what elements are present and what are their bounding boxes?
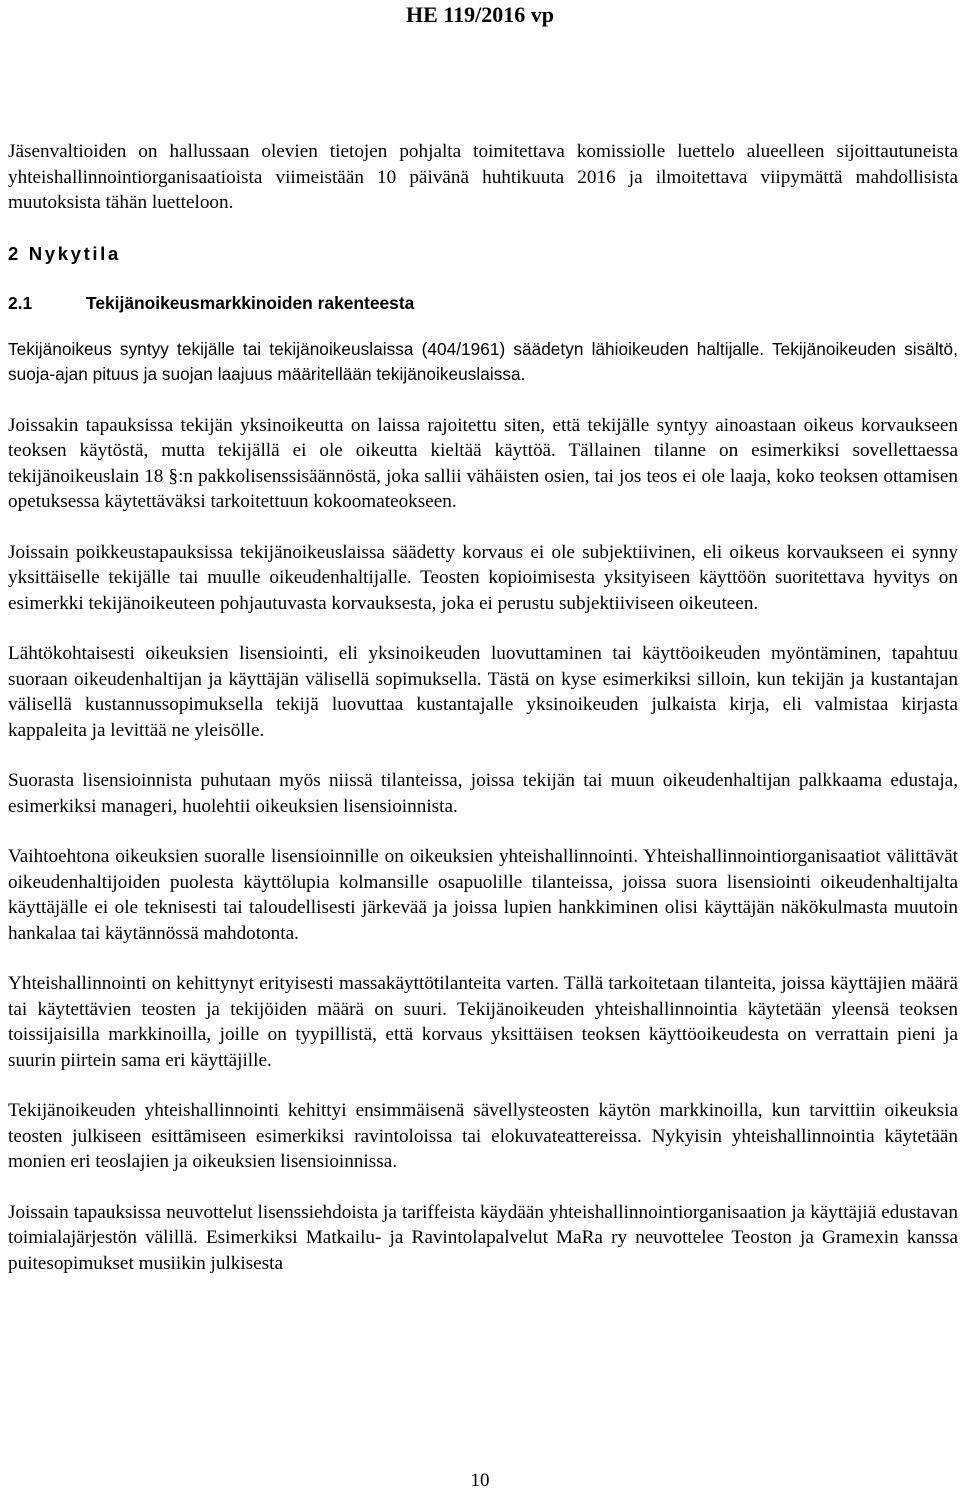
paragraph-limitations: Joissakin tapauksissa tekijän yksinoikeutta on laissa rajoitettu siten, että tekijälle syntyy ainoastaan oikeus korvaukseen teoksen käytöstä, mutta tekijällä ei ole oikeutta kieltää käyttöä. Tällainen tilanne on esimerkiksi sovellettaessa tekijänoikeuslain 18 §:n pakkolisenssisäännöstä, joka sallii vähäisten osien, tai jos teos ei ole laaja, koko teoksen ottamisen opetuksessa käytettäväksi tarkoitettuun kokoomateokseen. — [8, 414, 958, 512]
paragraph-exceptions: Joissain poikkeustapauksissa tekijänoikeuslaissa säädetty korvaus ei ole subjektiivinen, eli oikeus korvaukseen ei synny yksittäiselle tekijälle tai muulle oikeudenhaltijalle. Teosten kopioimisesta yksityiseen käyttöön suoritettava hyvitys on esimerkki tekijänoikeuteen pohjautuvasta korvauksesta, joka ei perustu subjektiiviseen oikeuteen. — [8, 541, 958, 614]
section-title: Nykytila — [28, 242, 121, 264]
paragraph-history: Tekijänoikeuden yhteishallinnointi kehittyi ensimmäisenä sävellysteosten käytön markkinoilla, kun tarvittiin oikeuksia teosten julkiseen esittämiseen esimerkiksi ravintoloissa tai elokuvateattereissa. Nykyisin yhteishallinnointia käytetään monien eri teoslajien ja oikeuksien lisensioinnissa. — [8, 1100, 958, 1172]
section-number: 2 — [8, 242, 21, 264]
paragraph-mass-use: Yhteishallinnointi on kehittynyt erityisesti massakäyttötilanteita varten. Tällä tarkoitetaan tilanteita, joissa käyttäjien määrä tai käytettävien teosten ja tekijöiden määrä on suuri. Tekijänoikeuden yhteishallinnointia käytetään yleensä teoksen toissijaisilla markkinoilla, joille on tyypillistä, että korvaus yksittäisen teoksen käyttöoikeudesta on verrattain pieni ja suurin piirtein sama eri käyttäjille. — [8, 973, 958, 1071]
page-number: 10 — [470, 1470, 490, 1491]
paragraph-intro: Jäsenvaltioiden on hallussaan olevien tietojen pohjalta toimitettava komissiolle luettelo alueelleen sijoittautuneista yhteishallinnointiorganisaatioista viimeistään 10 päivänä huhtikuuta 2016 ja ilmoitettava viipymättä mahdollisista muutoksista tähän luetteloon. — [8, 141, 958, 213]
section-heading — [8, 241, 958, 267]
document-body — [8, 139, 958, 1301]
paragraph-copyright-origin — [8, 337, 958, 388]
paragraph-copyright-origin-sentence-2: Tekijänoikeuden sisältö, suoja-ajan pituus ja suojan laajuus määritellään tekijänoikeuslaissa. — [8, 338, 958, 384]
paragraph-collective-management: Vaihtoehtona oikeuksien suoralle lisensioinnille on oikeuksien yhteishallinnointi. Yhteishallinnointiorganisaatiot välittävät oikeudenhaltijoiden puolesta käyttölupia kolmansille osapuolille tilanteissa, joissa suora lisensiointi oikeudenhaltijalta käyttäjälle ei ole teknisesti tai taloudellisesti järkevää ja joissa lupien hankkiminen olisi käyttäjän näkökulmasta muutoin hankalaa tai käytännössä mahdotonta. — [8, 846, 958, 944]
subsection-heading — [8, 290, 958, 316]
document-header: HE 119/2016 vp — [406, 2, 554, 27]
paragraph-direct-licensing: Lähtökohtaisesti oikeuksien lisensiointi, eli yksinoikeuden luovuttaminen tai käyttöoikeuden myöntäminen, tapahtuu suoraan oikeudenhaltijan ja käyttäjän välisellä sopimuksella. Tästä on kyse esimerkiksi silloin, kun tekijän ja kustantajan välisellä kustannussopimuksella tekijä luovuttaa kustantajalle yksinoikeuden julkaista kirja, eli valmistaa kirjasta kappaleita ja levittää ne yleisölle. — [8, 643, 958, 741]
paragraph-negotiations: Joissain tapauksissa neuvottelut lisenssiehdoista ja tariffeista käydään yhteishallinnointiorganisaation ja käyttäjiä edustavan toimialajärjestön välillä. Esimerkiksi Matkailu- ja Ravintolapalvelut MaRa ry neuvottelee Teoston ja Gramexin kanssa puitesopimukset musiikin julkisesta — [8, 1201, 958, 1274]
subsection-number: 2.1 — [8, 292, 33, 313]
paragraph-copyright-origin-sentence-1: Tekijänoikeus syntyy tekijälle tai tekijänoikeuslaissa (404/1961) säädetyn lähioikeuden haltijalle. — [8, 338, 765, 359]
subsection-title: Tekijänoikeusmarkkinoiden rakenteesta — [86, 292, 415, 313]
paragraph-representative: Suorasta lisensioinnista puhutaan myös niissä tilanteissa, joissa tekijän tai muun oikeudenhaltijan palkkaama edustaja, esimerkiksi manageri, huolehtii oikeuksien lisensioinnista. — [8, 770, 958, 817]
